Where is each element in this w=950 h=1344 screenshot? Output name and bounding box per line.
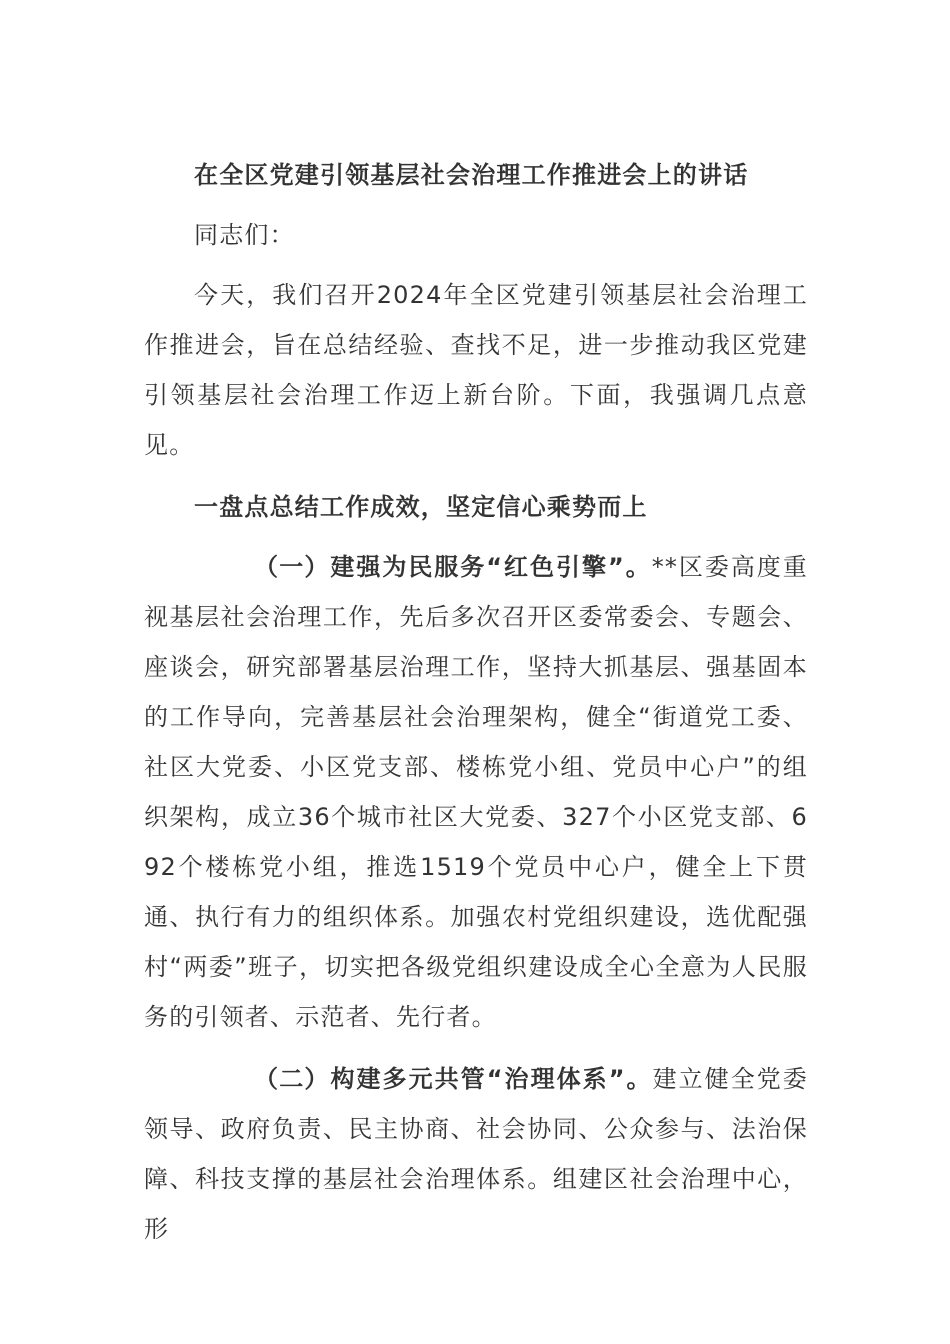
intro-paragraph: 今天，我们召开2024年全区党建引领基层社会治理工作推进会，旨在总结经验、查找不足，进一步推动我区党建引领基层社会治理工作迈上新台阶。下面，我强调几点意见。 — [144, 281, 808, 459]
paragraph-item-2 — [144, 1054, 808, 1254]
section-heading: 一盘点总结工作成效，坚定信心乘势而上 — [194, 493, 648, 521]
document-title: 在全区党建引领基层社会治理工作推进会上的讲话 — [194, 161, 749, 189]
paragraph-item-1 — [144, 542, 808, 1042]
greeting: 同志们： — [194, 221, 295, 249]
item-number: （一） — [254, 553, 330, 581]
item-heading: 构建多元共管“治理体系”。 — [329, 1065, 653, 1093]
item-number: （二） — [254, 1065, 330, 1093]
document-body — [144, 150, 808, 1266]
item-body: **区委高度重视基层社会治理工作，先后多次召开区委常委会、专题会、座谈会，研究部署基层治理工作，坚持大抓基层、强基固本的工作导向，完善基层社会治理架构，健全“街道党工委、社区大党委、小区党支部、楼栋党小组、党员中心户”的组织架构，成立36个城市社区大党委、327个小区党支部、692个楼栋党小组，推选1519个党员中心户，健全上下贯通、执行有力的组织体系。加强农村党组织建设，选优配强村“两委”班子，切实把各级党组织建设成全心全意为人民服务的引领者、示范者、先行者。 — [144, 553, 808, 1031]
item-heading: 建强为民服务“红色引擎”。 — [329, 553, 652, 581]
item-body: 建立健全党委领导、政府负责、民主协商、社会协同、公众参与、法治保障、科技支撑的基层社会治理体系。组建区社会治理中心，形 — [144, 1065, 808, 1243]
